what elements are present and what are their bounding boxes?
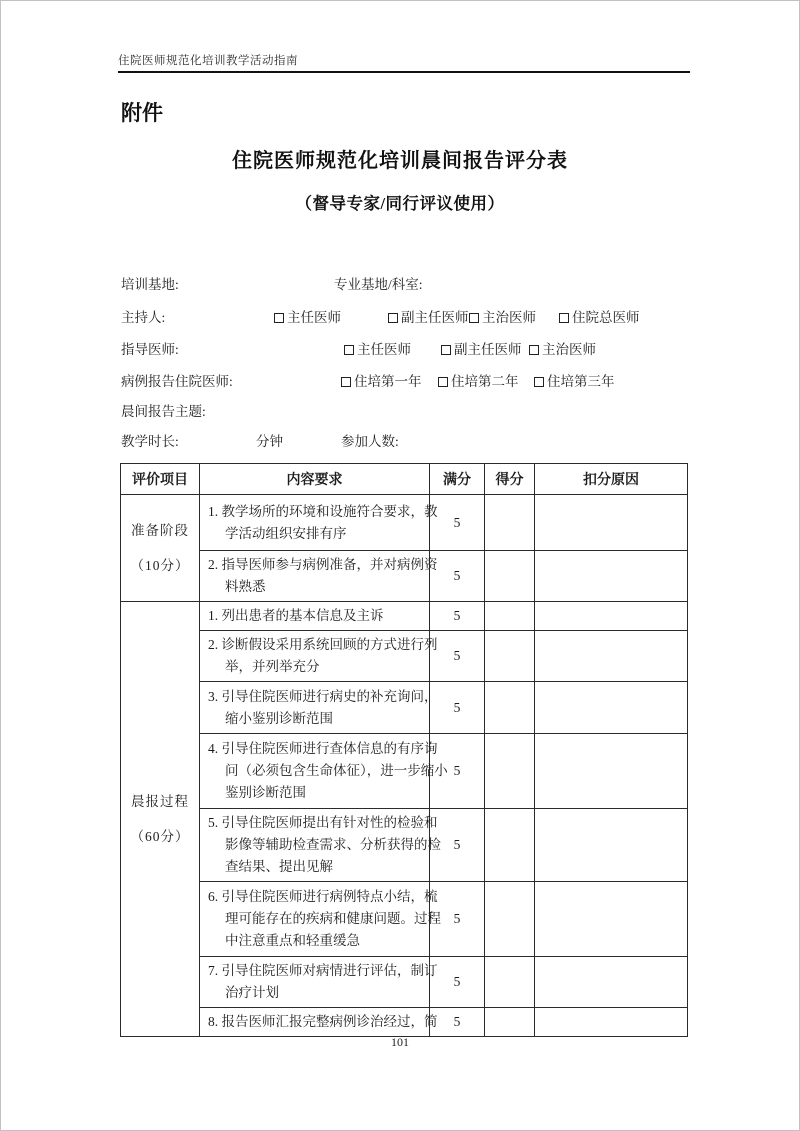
- deduction-reason-cell: [535, 809, 688, 882]
- score-table: [120, 463, 688, 1037]
- table-row: [121, 734, 688, 809]
- full-score-cell: 5: [430, 602, 485, 631]
- content-cell: 2. 指导医师参与病例准备，并对病例资 料熟悉: [200, 551, 430, 602]
- score-cell: [485, 882, 535, 957]
- checkbox-option-chief-physician[interactable]: [344, 338, 411, 358]
- full-score-cell: 5: [430, 495, 485, 551]
- content-cell: 2. 诊断假设采用系统回顾的方式进行列 举，并列举充分: [200, 631, 430, 682]
- supervising-physician-label: 指导医师:: [121, 342, 179, 357]
- checkbox-icon[interactable]: [529, 345, 539, 355]
- attachment-label: 附件: [121, 102, 163, 125]
- checkbox-icon[interactable]: [344, 345, 354, 355]
- checkbox-label: 主任医师: [287, 310, 341, 325]
- deduction-reason-cell: [535, 602, 688, 631]
- checkbox-label: 主治医师: [542, 342, 596, 357]
- form-row-report-topic: [121, 400, 687, 422]
- checkbox-option-second-year[interactable]: [438, 370, 519, 390]
- teaching-duration-label: 教学时长:: [121, 434, 179, 449]
- form-row-host: [121, 306, 687, 328]
- group-cell-preparation-stage: 准备阶段 （10分）: [121, 495, 200, 602]
- score-cell: [485, 734, 535, 809]
- full-score-cell: 5: [430, 809, 485, 882]
- deduction-reason-cell: [535, 882, 688, 957]
- deduction-reason-cell: [535, 1008, 688, 1037]
- col-header-score: 得分: [485, 464, 535, 495]
- checkbox-icon[interactable]: [341, 377, 351, 387]
- page-subtitle: （督导专家/同行评议使用）: [295, 194, 505, 213]
- score-cell: [485, 809, 535, 882]
- header-rule: [118, 71, 690, 73]
- score-cell: [485, 631, 535, 682]
- content-cell: 5. 引导住院医师提出有针对性的检验和 影像等辅助检查需求、分析获得的检 查结果、提出见解: [200, 809, 430, 882]
- deduction-reason-cell: [535, 495, 688, 551]
- form-row-case-reporting-resident: [121, 370, 687, 392]
- full-score-cell: 5: [430, 1008, 485, 1037]
- col-header-deduction-reason: 扣分原因: [535, 464, 688, 495]
- checkbox-option-chief-resident[interactable]: [559, 306, 640, 326]
- score-cell: [485, 682, 535, 734]
- checkbox-icon[interactable]: [559, 313, 569, 323]
- score-cell: [485, 957, 535, 1008]
- checkbox-label: 副主任医师: [454, 342, 522, 357]
- host-label: 主持人:: [121, 310, 166, 325]
- content-cell: 7. 引导住院医师对病情进行评估，制订 治疗计划: [200, 957, 430, 1008]
- checkbox-option-third-year[interactable]: [534, 370, 615, 390]
- checkbox-option-deputy-chief-physician[interactable]: [441, 338, 522, 358]
- training-base-label: 培训基地:: [121, 277, 179, 292]
- checkbox-icon[interactable]: [274, 313, 284, 323]
- checkbox-option-chief-physician[interactable]: [274, 306, 341, 326]
- form-row-supervising-physician: [121, 338, 687, 360]
- checkbox-option-attending-physician[interactable]: [469, 306, 536, 326]
- deduction-reason-cell: [535, 551, 688, 602]
- checkbox-option-deputy-chief-physician[interactable]: [388, 306, 469, 326]
- checkbox-label: 副主任医师: [401, 310, 469, 325]
- checkbox-label: 住培第二年: [451, 374, 519, 389]
- content-cell: 1. 列出患者的基本信息及主诉: [200, 602, 430, 631]
- table-row: [121, 602, 688, 631]
- checkbox-icon[interactable]: [469, 313, 479, 323]
- table-row: [121, 809, 688, 882]
- case-reporting-resident-label: 病例报告住院医师:: [121, 374, 233, 389]
- running-header: 住院医师规范化培训教学活动指南: [118, 55, 298, 67]
- form-row-training-base: [121, 273, 687, 295]
- content-cell: 4. 引导住院医师进行查体信息的有序询 问（必须包含生命体征），进一步缩小 鉴别诊断范围: [200, 734, 430, 809]
- content-cell: 3. 引导住院医师进行病史的补充询问， 缩小鉴别诊断范围: [200, 682, 430, 734]
- full-score-cell: 5: [430, 957, 485, 1008]
- form-row-duration: [121, 430, 687, 452]
- table-row: [121, 882, 688, 957]
- deduction-reason-cell: [535, 957, 688, 1008]
- minutes-unit-label: 分钟: [256, 434, 283, 449]
- group-cell-morning-report-process: 晨报过程 （60分）: [121, 602, 200, 1037]
- page-number: 101: [391, 1035, 409, 1049]
- score-cell: [485, 551, 535, 602]
- checkbox-label: 住培第一年: [354, 374, 422, 389]
- table-row: [121, 1008, 688, 1037]
- checkbox-label: 主任医师: [357, 342, 411, 357]
- checkbox-icon[interactable]: [388, 313, 398, 323]
- table-row: [121, 957, 688, 1008]
- checkbox-option-attending-physician[interactable]: [529, 338, 596, 358]
- checkbox-option-first-year[interactable]: [341, 370, 422, 390]
- col-header-content-requirement: 内容要求: [200, 464, 430, 495]
- checkbox-label: 住培第三年: [547, 374, 615, 389]
- deduction-reason-cell: [535, 631, 688, 682]
- checkbox-icon[interactable]: [534, 377, 544, 387]
- content-cell: 8. 报告医师汇报完整病例诊治经过，简: [200, 1008, 430, 1037]
- report-topic-label: 晨间报告主题:: [121, 404, 206, 419]
- checkbox-icon[interactable]: [438, 377, 448, 387]
- checkbox-label: 住院总医师: [572, 310, 640, 325]
- specialty-base-label: 专业基地/科室:: [334, 277, 423, 292]
- full-score-cell: 5: [430, 734, 485, 809]
- table-row: [121, 682, 688, 734]
- full-score-cell: 5: [430, 882, 485, 957]
- page-title: 住院医师规范化培训晨间报告评分表: [232, 150, 568, 172]
- table-row: [121, 495, 688, 551]
- deduction-reason-cell: [535, 734, 688, 809]
- deduction-reason-cell: [535, 682, 688, 734]
- score-cell: [485, 602, 535, 631]
- participants-count-label: 参加人数:: [341, 434, 399, 449]
- col-header-evaluation-item: 评价项目: [121, 464, 200, 495]
- table-header-row: [121, 464, 688, 495]
- table-row: [121, 631, 688, 682]
- col-header-full-score: 满分: [430, 464, 485, 495]
- full-score-cell: 5: [430, 631, 485, 682]
- checkbox-label: 主治医师: [482, 310, 536, 325]
- content-cell: 6. 引导住院医师进行病例特点小结，梳 理可能存在的疾病和健康问题。过程 中注意重点和轻重缓急: [200, 882, 430, 957]
- full-score-cell: 5: [430, 682, 485, 734]
- checkbox-icon[interactable]: [441, 345, 451, 355]
- table-row: [121, 551, 688, 602]
- full-score-cell: 5: [430, 551, 485, 602]
- score-cell: [485, 1008, 535, 1037]
- score-cell: [485, 495, 535, 551]
- content-cell: 1. 教学场所的环境和设施符合要求，教 学活动组织安排有序: [200, 495, 430, 551]
